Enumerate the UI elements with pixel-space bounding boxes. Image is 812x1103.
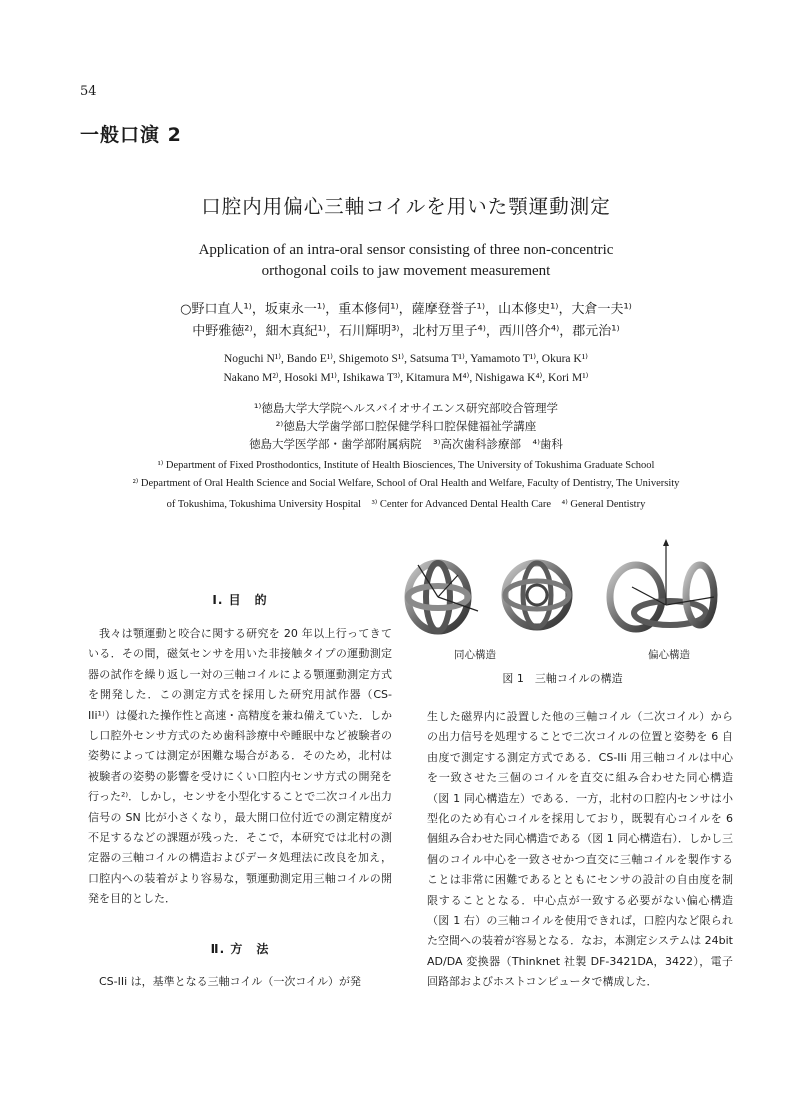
concentric-coil-right	[505, 563, 569, 627]
section-2-paragraph-start: CS-IIi は，基準となる三軸コイル（一次コイル）が発	[99, 975, 362, 988]
authors-ja-line-1: ○野口直人¹⁾，坂東永一¹⁾，重本修伺¹⁾，薩摩登誉子¹⁾，山本修史¹⁾，大倉一夫¹⁾	[180, 302, 632, 317]
authors-en-line-2: Nakano M²⁾, Hosoki M¹⁾, Ishikawa T³⁾, Kitamura M⁴⁾, Nishigawa K⁴⁾, Kori M¹⁾	[223, 372, 589, 384]
section-2-heading: Ⅱ. 方 法	[210, 942, 270, 956]
section-2-paragraph-continued: 生した磁界内に設置した他の三軸コイル（二次コイル）からの出力信号を処理することで二次コイルの位置と姿勢を 6 自由度で測定する測定方式である．CS-IIi 用三軸コイルは中心を一致させた三個のコイルを直交に組み合わせた同心構造（図 1 同心構造左）である．一方，北村の口腔内センサは小型化のため有心コイルを採用しており，既製有心コイルを 6 個組み合わせた同心構造である（図 1 同心構造右）．しかし三個のコイル中心を一致させかつ直交に三軸コイルを製作することは非常に困難であるとともにセンサの設計の自由度を制限することとなる．中心点が一致する必要がない偏心構造（図 1 右）の三軸コイルを使用できれば，口腔内など限られた空間への装着が容易となる．なお，本測定システムは 24bit AD/DA 変換器（Thinknet 社製 DF-3421DA，3422），電子回路部およびホストコンピュータで構成した．	[427, 710, 733, 989]
section-1-heading: Ⅰ. 目 的	[212, 593, 268, 607]
concentric-coil-left	[408, 563, 478, 631]
affiliation-en-2: ²⁾ Department of Oral Health Science and Social Welfare, School of Oral Health and Welfare, Faculty of Dentistry, The University	[132, 478, 680, 489]
figure-caption: 図 1 三軸コイルの構造	[502, 672, 623, 685]
affiliation-en-3: of Tokushima, Tokushima University Hospital ³⁾ Center for Advanced Dental Health Care ⁴⁾ General Dentistry	[166, 499, 646, 510]
affiliation-ja-2: ²⁾徳島大学歯学部口腔保健学科口腔保健福祉学講座	[275, 419, 537, 433]
affiliation-ja-3: 徳島大学医学部・歯学部附属病院 ³⁾高次歯科診療部 ⁴⁾歯科	[249, 437, 563, 451]
eccentric-coil	[610, 539, 714, 629]
figure-label-concentric: 同心構造	[454, 649, 496, 661]
affiliation-en-1: ¹⁾ Department of Fixed Prosthodontics, Institute of Health Biosciences, The University of Tokushima Graduate School	[157, 460, 655, 471]
page-number: 54	[80, 84, 97, 99]
paper-title-ja: 口腔内用偏心三軸コイルを用いた顎運動測定	[201, 195, 611, 218]
section-1-body	[88, 624, 392, 910]
figure-label-eccentric: 偏心構造	[648, 649, 690, 661]
session-heading: 一般口演 2	[80, 124, 182, 146]
paper-title-en	[150, 240, 662, 282]
authors-ja-line-2: 中野雅徳²⁾，細木真紀¹⁾，石川輝明³⁾，北村万里子⁴⁾，西川啓介⁴⁾，郡元治¹⁾	[192, 324, 620, 339]
figure-1-image	[400, 535, 725, 655]
title-en-line-1: Application of an intra-oral sensor consisting of three non-concentric	[198, 242, 614, 258]
section-2-body-left	[88, 972, 392, 992]
section-2-body-right	[427, 707, 733, 993]
coil-structure-illustration	[400, 535, 725, 655]
section-1-paragraph: 我々は顎運動と咬合に関する研究を 20 年以上行ってきている．その間，磁気センサを用いた非接触タイプの運動測定器の試作を繰り返し一対の三軸コイルによる顎運動測定方式を開発した．この測定方式を採用した研究用試作器（CS-IIi¹⁾）は優れた操作性と高速・高精度を兼ね備えていた．しかし口腔外センサ方式のため歯科診療中や睡眠中など被験者の姿勢によっては測定が困難な場合がある．そのため，北村は被験者の姿勢の影響を受けにくい口腔内センサ方式の開発を行った²⁾．しかし，センサを小型化することで二次コイル出力信号の SN 比が小さくなり，最大開口位付近での測定精度が不足するなどの課題が残った．そこで，本研究では北村の測定器の三軸コイルの構造およびデータ処理法に改良を加え，口腔内への装着がより容易な，顎運動測定用三軸コイルの開発を目的とした．	[88, 627, 392, 906]
title-en-line-2: orthogonal coils to jaw movement measurement	[261, 263, 551, 279]
affiliation-ja-1: ¹⁾徳島大学大学院ヘルスバイオサイエンス研究部咬合管理学	[253, 401, 559, 415]
authors-en-line-1: Noguchi N¹⁾, Bando E¹⁾, Shigemoto S¹⁾, Satsuma T¹⁾, Yamamoto T¹⁾, Okura K¹⁾	[224, 353, 588, 365]
